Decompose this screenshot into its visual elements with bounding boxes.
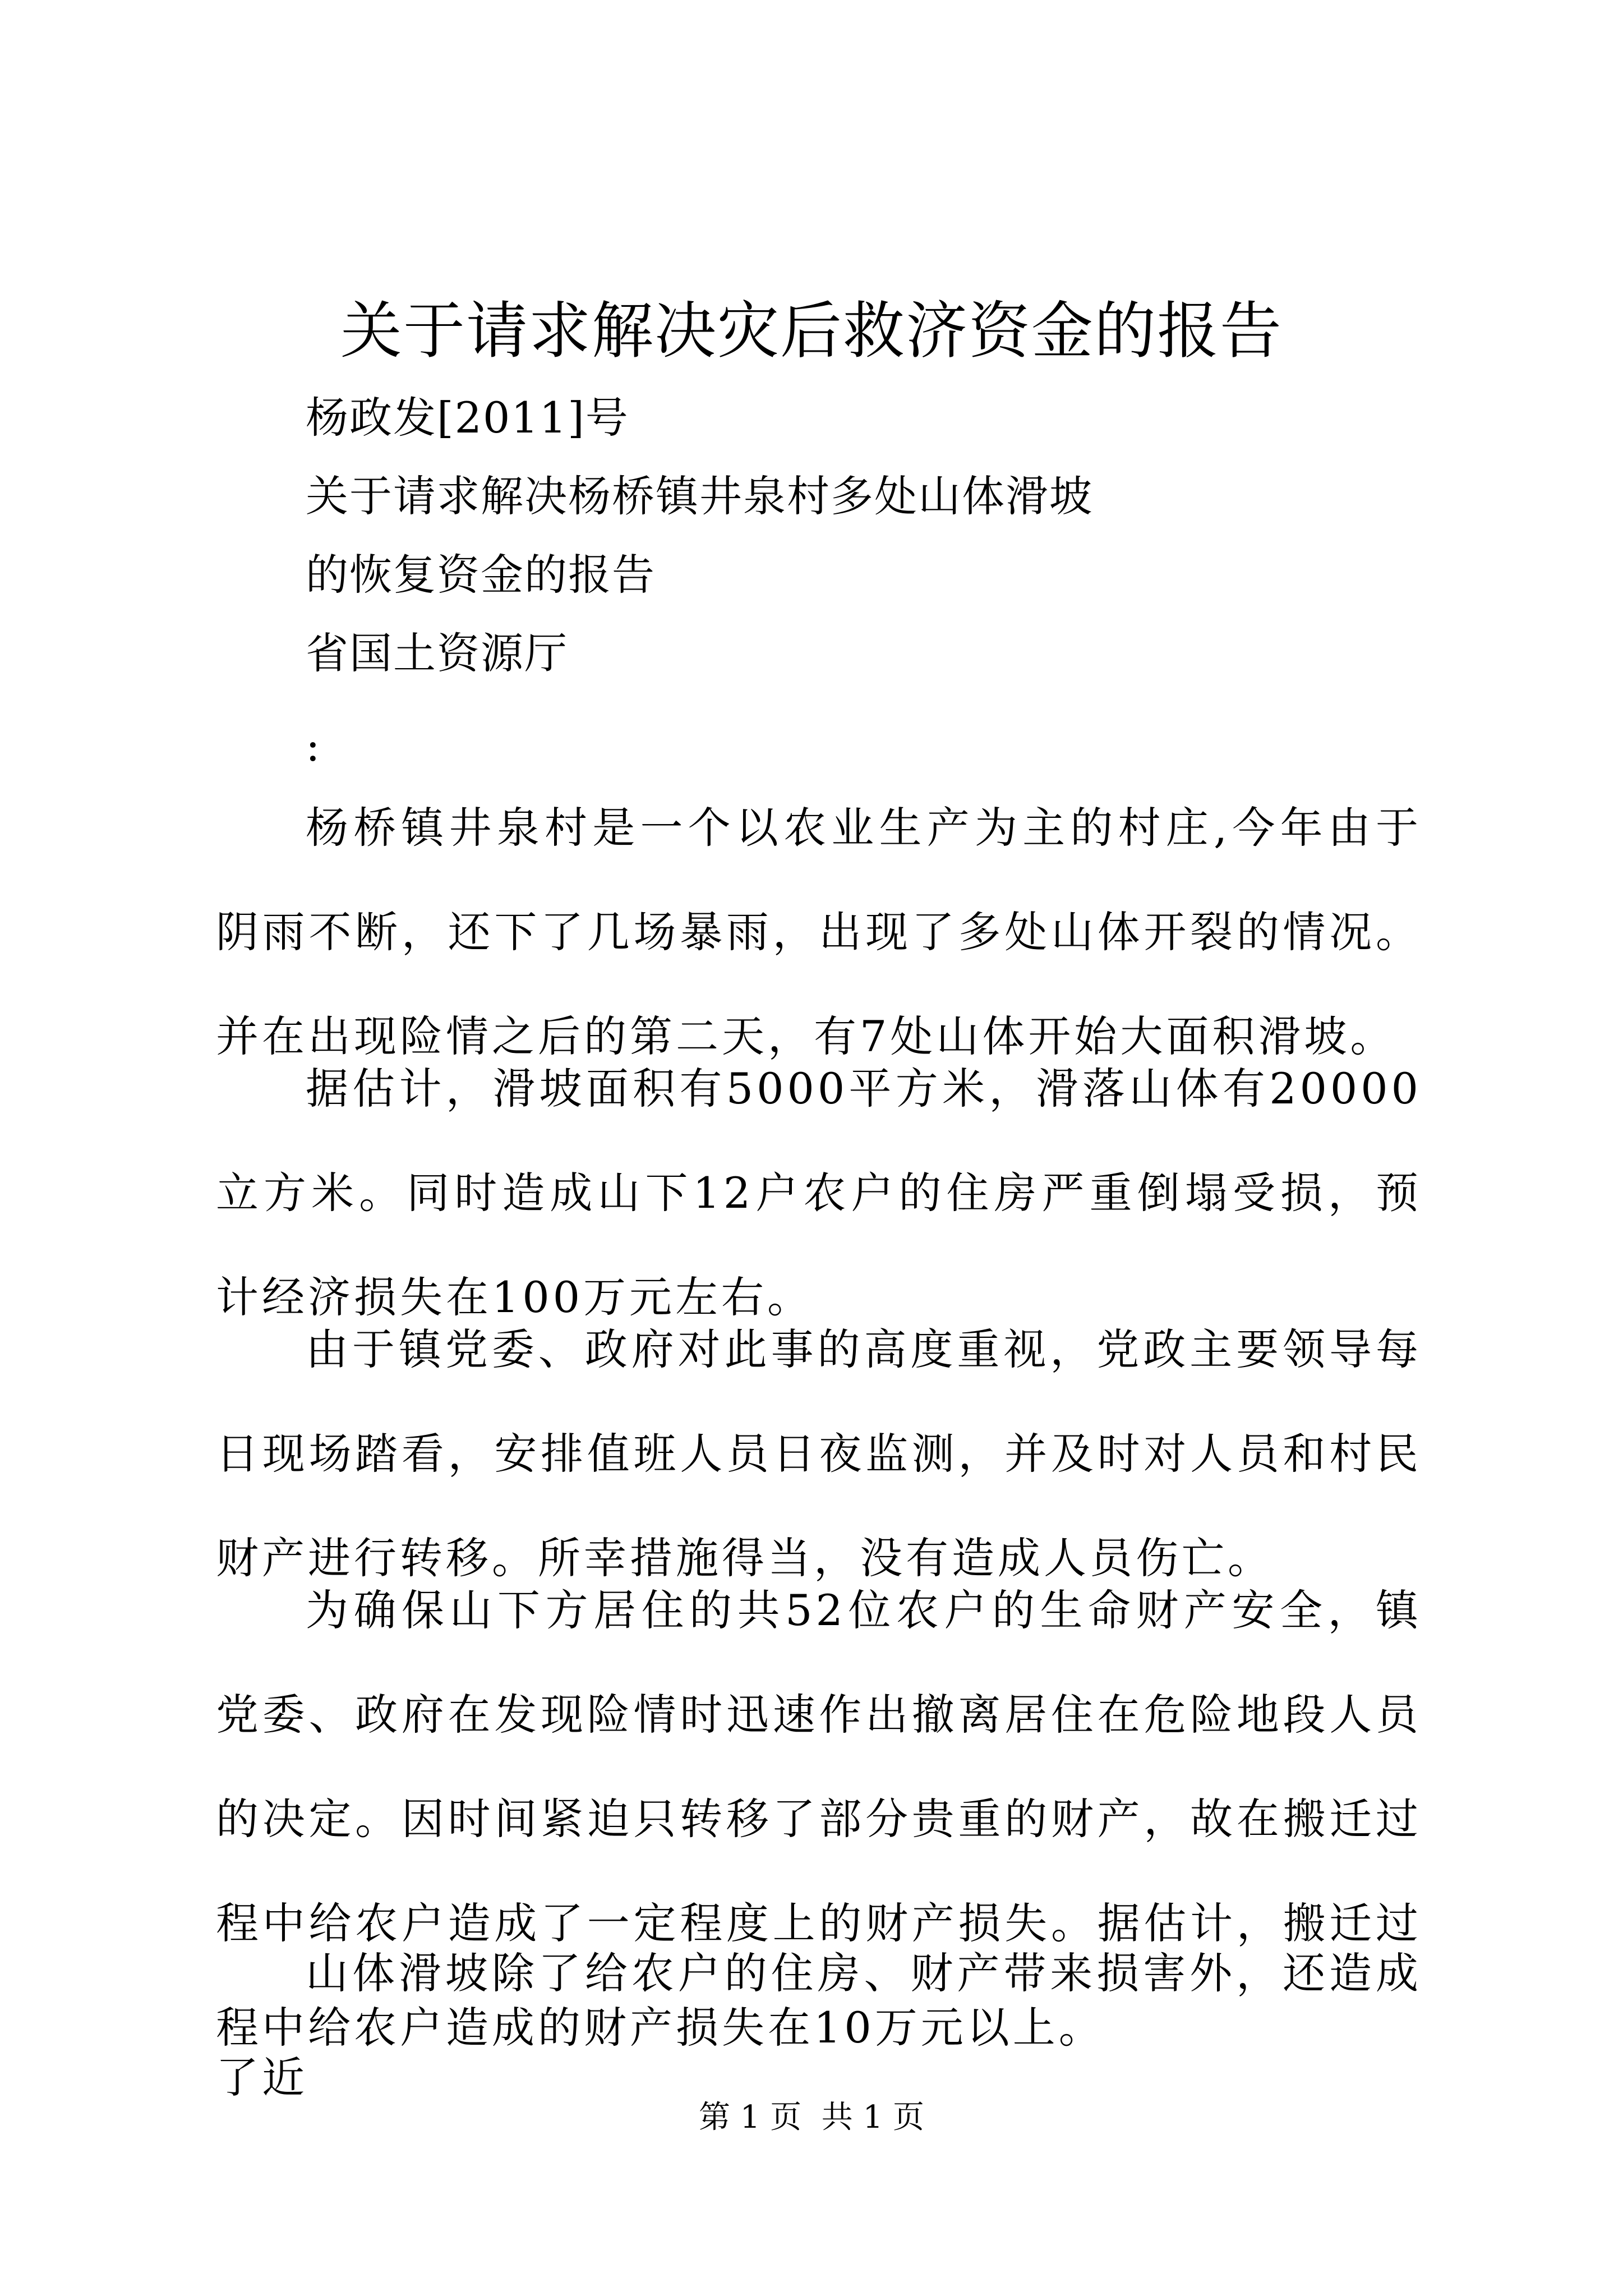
body-paragraph: 为确保山下方居住的共52位农户的生命财产安全，镇党委、政府在发现险情时迅速作出撤离居住在危险地段人员的决定。因时间紧迫只转移了部分贵重的财产，故在搬迁过程中给农户造成了一定程度上的财产损失。据估计，搬迁过程中给农户造成的财产损失在10万元以上。 [216,1585,1422,2053]
document-title: 关于请求解决灾后救济资金的报告 [340,295,1283,367]
recipient: 省国土资源厅 [306,628,568,678]
subject-line-2: 的恢复资金的报告 [306,550,656,600]
body-paragraph: 杨桥镇井泉村是一个以农业生产为主的村庄,今年由于阴雨不断，还下了几场暴雨，出现了多处山体开裂的情况。并在出现险情之后的第二天，有7处山体开始大面积滑坡。 [216,803,1422,1061]
recipient-colon: : [306,721,321,771]
page-footer [0,2095,1623,2140]
body-paragraph: 山体滑坡除了给农户的住房、财产带来损害外，还造成了近 [216,1948,1422,2102]
body-paragraph: 由于镇党委、政府对此事的高度重视，党政主要领导每日现场踏看，安排值班人员日夜监测，并及时对人员和村民财产进行转移。所幸措施得当，没有造成人员伤亡。 [216,1324,1422,1583]
body-paragraph: 据估计，滑坡面积有5000平方米，滑落山体有20000立方米。同时造成山下12户农户的住房严重倒塌受损，预计经济损失在100万元左右。 [216,1064,1422,1322]
subject-line-1: 关于请求解决杨桥镇井泉村多处山体滑坡 [306,471,1093,521]
page-number-label: 第 1 页 共 1 页 [698,2099,925,2136]
document-number: 杨政发[2011]号 [306,393,629,443]
